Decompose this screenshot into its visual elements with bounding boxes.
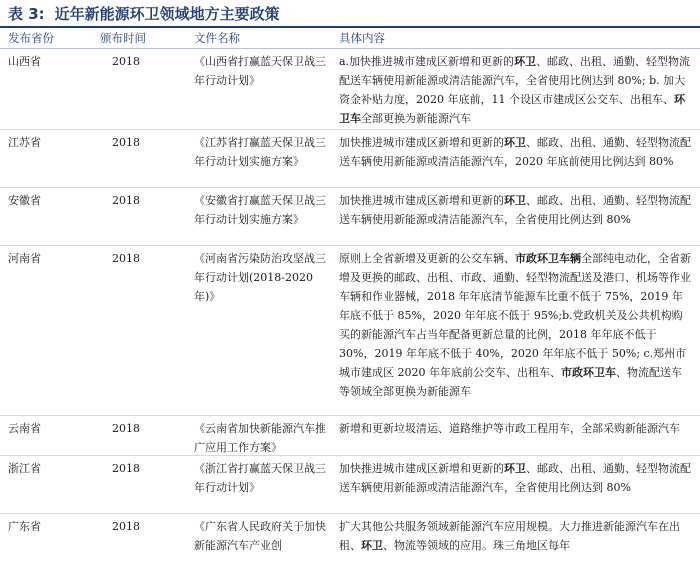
highlight-text: 环卫 (514, 55, 537, 68)
year-cell: 2018 (112, 462, 140, 475)
year-cell: 2018 (112, 252, 140, 265)
content-text: 新增和更新垃圾清运、道路维护等市政工程用车，全部采购新能源汽车 (339, 422, 680, 435)
province-cell: 浙江省 (8, 462, 41, 475)
content-cell (335, 456, 700, 497)
province-cell: 广东省 (8, 520, 41, 533)
content-text: 加快推进城市建成区新增和更新的 (339, 136, 504, 149)
content-text: 、邮政、出租、通勤、轻型物流配送车辆使用新能源或清洁能源汽车，全省使用比例达到 80%; b. 加大资金补贴力度，2020 年底前，11 个设区市建成区公交车、出租车、 (339, 55, 691, 106)
table-label: 表 3: (8, 4, 45, 23)
content-text: a.加快推进城市建成区新增和更新的 (339, 55, 515, 68)
document-name-cell: 《江苏省打赢蓝天保卫战三年行动计划实施方案》 (194, 136, 326, 168)
province-cell: 山西省 (8, 55, 41, 68)
highlight-text: 环卫 (504, 462, 526, 475)
document-name-cell: 《河南省污染防治攻坚战三年行动计划(2018-2020 年)》 (194, 252, 326, 303)
content-cell (335, 416, 700, 438)
year-cell: 2018 (112, 194, 140, 207)
year-cell: 2018 (112, 136, 140, 149)
content-text: 原则上全省新增及更新的公交车辆、 (339, 252, 515, 265)
highlight-text: 市政环卫车 (561, 366, 616, 379)
header-province: 发布省份 (8, 31, 54, 45)
content-text: 、物流等领域的应用。珠三角地区每年 (383, 539, 570, 552)
highlight-text: 市政环卫车辆 (515, 252, 581, 265)
highlight-text: 环卫 (504, 136, 526, 149)
highlight-text: 环卫 (504, 194, 526, 207)
content-text: 、邮政、出租、通勤、轻型物流配送车辆使用新能源或清洁能源汽车，全省使用比例达到 80% (339, 194, 691, 226)
table-caption (0, 0, 700, 26)
header-year: 颁布时间 (100, 31, 146, 45)
document-name-cell: 《云南省加快新能源汽车推广应用工作方案》 (194, 422, 326, 454)
content-text: 加快推进城市建成区新增和更新的 (339, 462, 504, 475)
document-name-cell: 《安徽省打赢蓝天保卫战三年行动计划实施方案》 (194, 194, 326, 226)
content-cell (335, 246, 700, 401)
content-cell (335, 514, 700, 555)
table-header (0, 28, 700, 49)
province-cell: 云南省 (8, 422, 41, 435)
content-text: 、物流配送车等领域全部更换为新能源车 (339, 366, 682, 398)
table-title: 近年新能源环卫领域地方主要政策 (54, 4, 280, 23)
content-cell (335, 188, 700, 229)
content-text: 、邮政、出租、通勤、轻型物流配送车辆使用新能源或清洁能源汽车，2020 年底前使用比例达到 80% (339, 136, 691, 168)
table-row (0, 246, 700, 416)
table-row (0, 514, 700, 576)
province-cell: 江苏省 (8, 136, 41, 149)
document-name-cell: 《浙江省打赢蓝天保卫战三年行动计划》 (194, 462, 326, 494)
highlight-text: 环卫车 (339, 93, 685, 125)
document-name-cell: 《广东省人民政府关于加快新能源汽车产业创 (194, 520, 326, 552)
table-row (0, 49, 700, 130)
province-cell: 安徽省 (8, 194, 41, 207)
content-cell (335, 130, 700, 171)
table-row (0, 188, 700, 246)
content-cell (335, 49, 700, 128)
table-row (0, 416, 700, 456)
header-document: 文件名称 (194, 31, 240, 45)
header-content: 具体内容 (339, 31, 385, 45)
province-cell: 河南省 (8, 252, 41, 265)
year-cell: 2018 (112, 422, 140, 435)
year-cell: 2018 (112, 520, 140, 533)
table-row (0, 456, 700, 514)
highlight-text: 环卫 (361, 539, 383, 552)
document-name-cell: 《山西省打赢蓝天保卫战三年行动计划》 (194, 55, 326, 87)
content-text: 全部更换为新能源汽车 (361, 112, 471, 125)
content-text: 全部纯电动化，全省新增及更换的邮政、出租、市政、通勤、轻型物流配送及港口、机场等作业车辆和作业器械，2018 年年底清节能源车比重不低于 75%，2019 年年底不低于 85%，2020 年年底不低于 95%;b.党政机关及公共机构购买的新能源汽车占当年配备更新总量的比例，2018 年年底不低于 30%，2019 年年底不低于 40%，2020 年年底不低于 50%; c.郑州市城市建成区 2020 年年底前公交车、出租车、 (339, 252, 691, 379)
year-cell: 2018 (112, 55, 140, 68)
table-body (0, 49, 700, 576)
content-text: 扩大其他公共服务领域新能源汽车应用规模。大力推进新能源汽车在出租、 (339, 520, 680, 552)
table-row (0, 130, 700, 188)
content-text: 、邮政、出租、通勤、轻型物流配送车辆使用新能源或清洁能源汽车，全省使用比例达到 80% (339, 462, 691, 494)
content-text: 加快推进城市建成区新增和更新的 (339, 194, 504, 207)
